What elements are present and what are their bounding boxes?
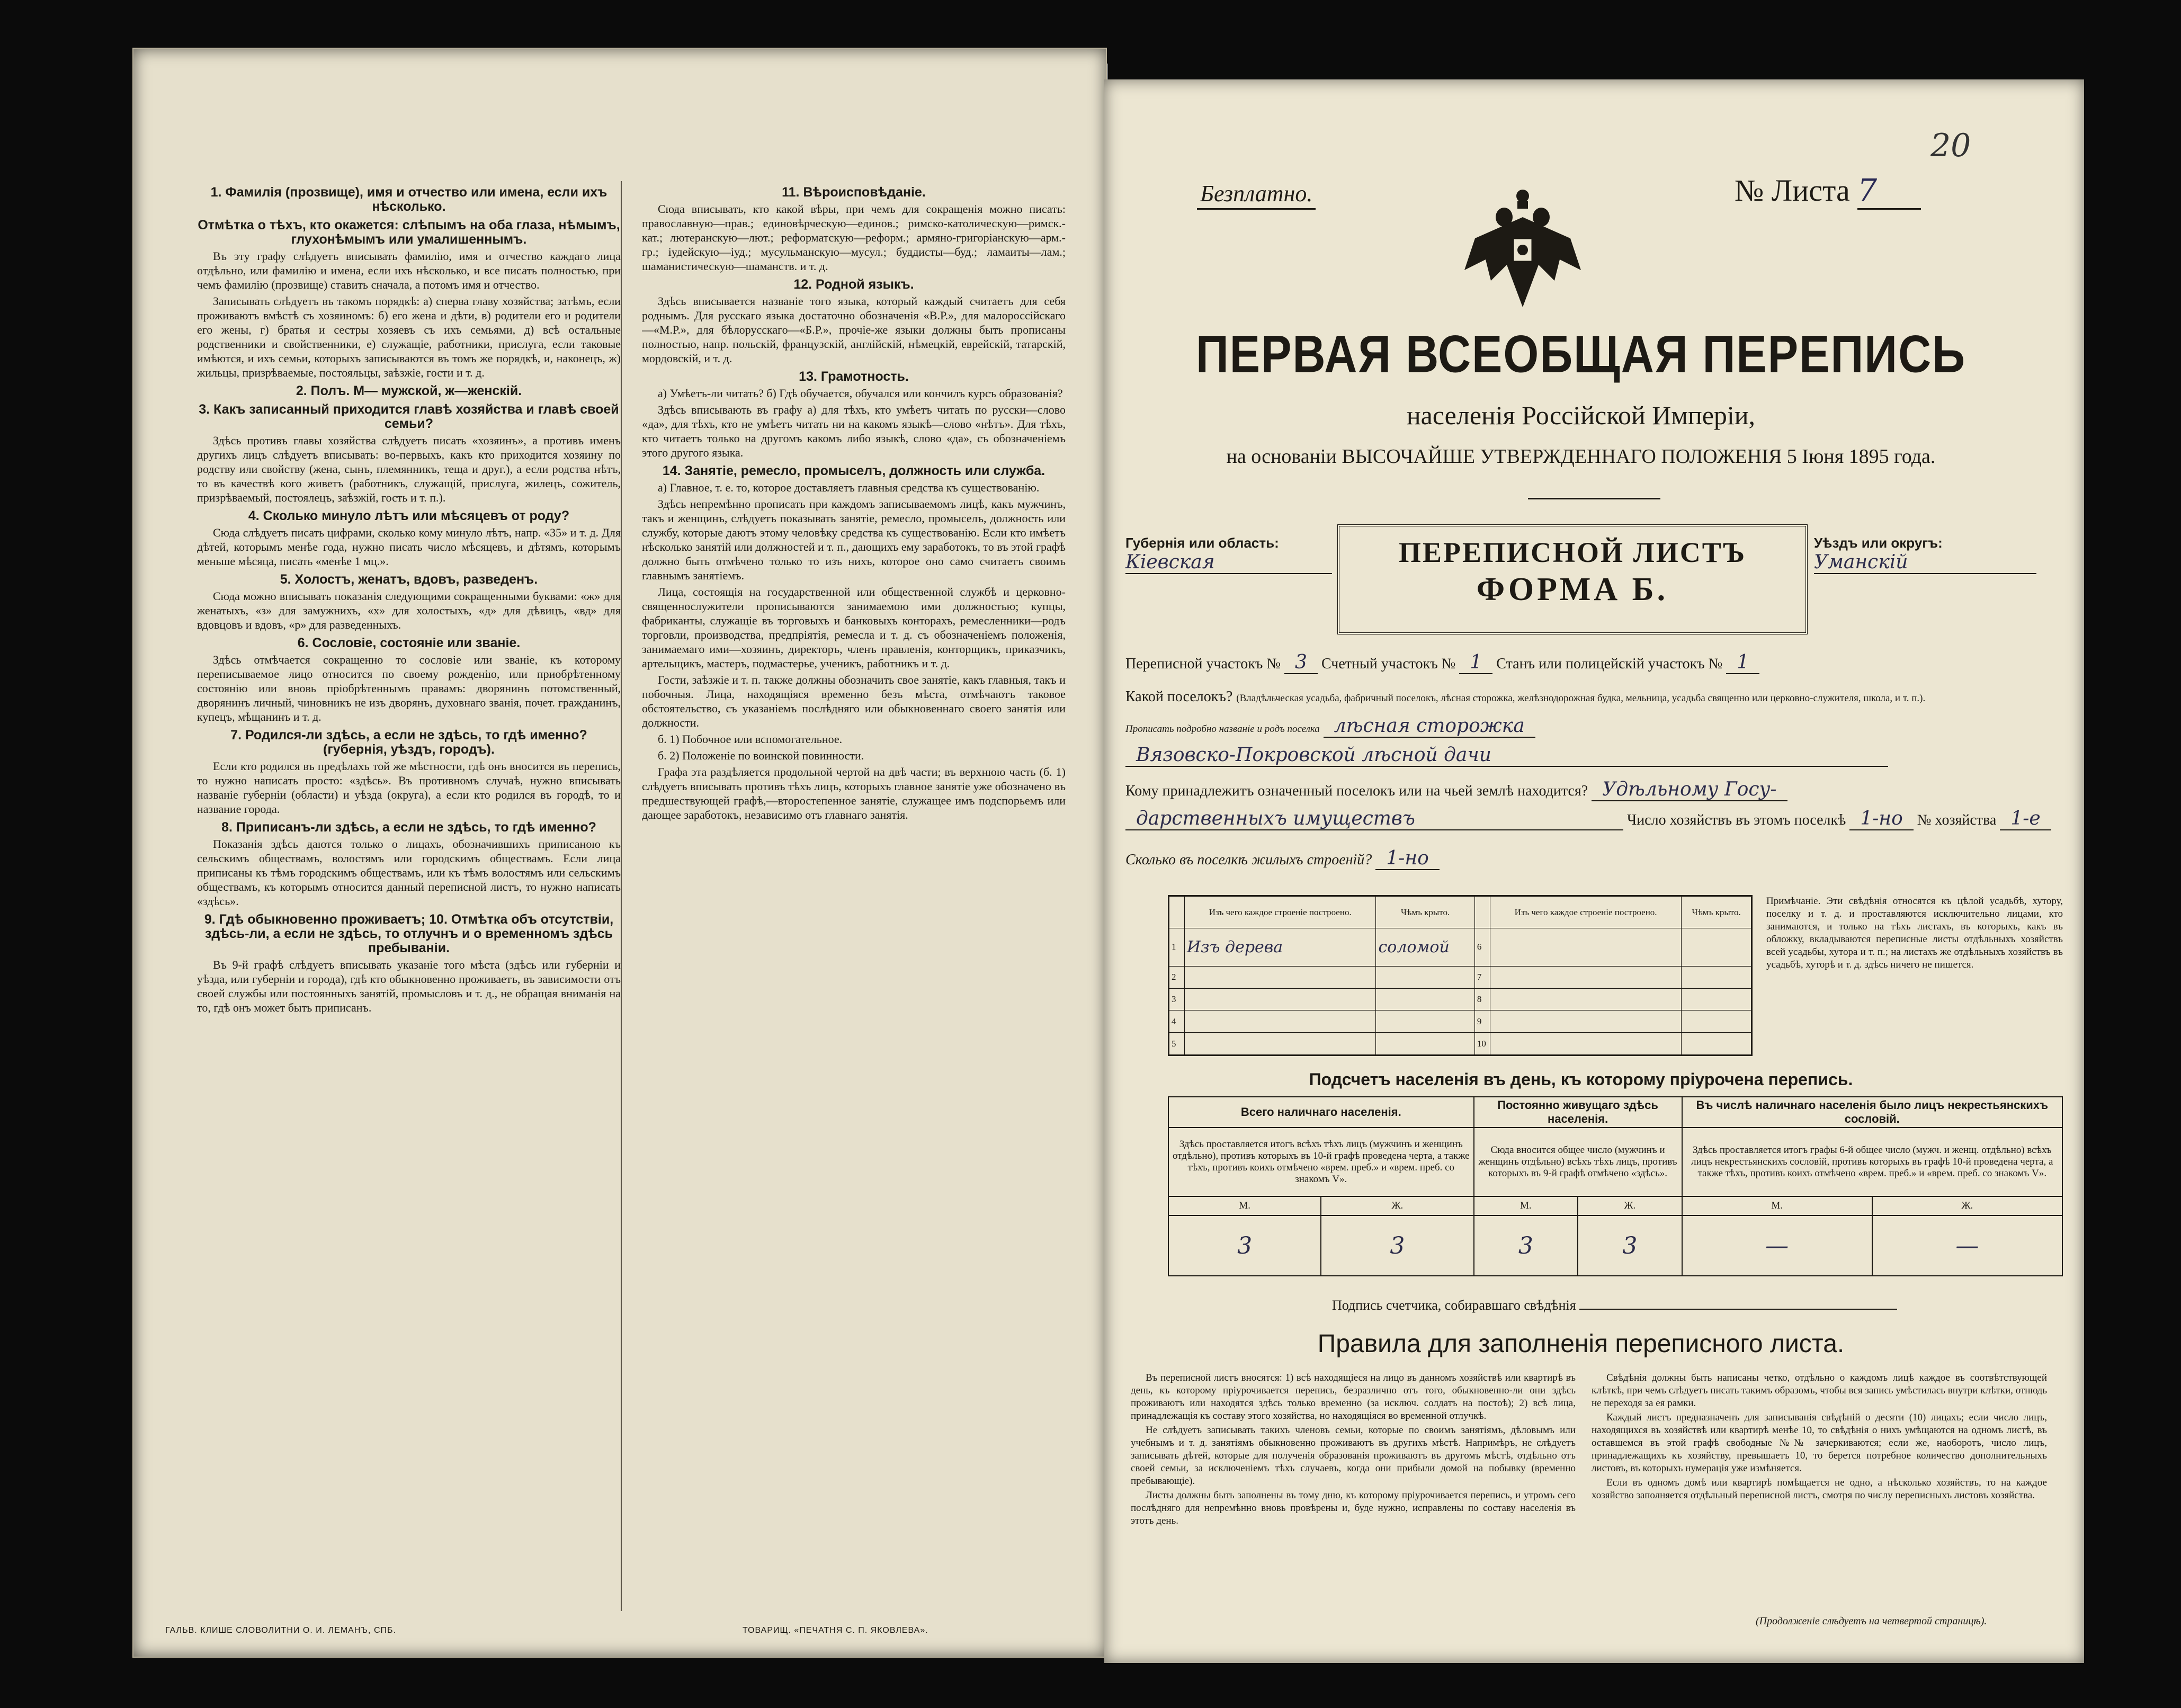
instruction-text: Въ эту графу слѣдуетъ вписывать фамилію, имя и отчество каждаго лица отдѣльно, или фамилію и имена, если ихъ нѣсколько, и все писать полностью, при чемъ фамилію (прозвище) ставить сначала, а потомъ имя и отчество. xyxy=(197,249,621,291)
building-1-roof: соломой xyxy=(1376,928,1474,967)
imprint-right: ТОВАРИЩ. «ПЕЧАТНЯ С. П. ЯКОВЛЕВА». xyxy=(743,1626,928,1635)
settlement-label: Какой поселокъ? xyxy=(1125,688,1233,705)
owner-label: Кому принадлежитъ означенный поселокъ или на чьей землѣ находится? xyxy=(1125,783,1588,799)
instruction-text: а) Умѣетъ-ли читать? б) Гдѣ обучается, обучался или кончилъ курсъ образованія? xyxy=(658,387,1063,400)
building-row-number: 10 xyxy=(1474,1033,1490,1055)
uezd-block xyxy=(1814,535,2036,574)
instruction-heading: 7. Родился-ли здѣсь, а если не здѣсь, то гдѣ именно? (губернія, уѣздъ, городъ). xyxy=(230,728,587,757)
household-no-label: № хозяйства xyxy=(1917,812,1997,828)
count-col-female: Ж. xyxy=(1872,1196,2062,1215)
settlement-value-1: лѣсная сторожка xyxy=(1324,715,1535,738)
count-header-present: Всего наличнаго населенія. xyxy=(1168,1097,1474,1128)
instruction-heading: 6. Сословіе, состояніе или званіе. xyxy=(297,636,521,650)
district-row xyxy=(1125,651,2063,674)
building-row-number: 2 xyxy=(1169,966,1185,988)
instruction-text: Здѣсь непремѣнно прописать при каждомъ записываемомъ лицѣ, какъ мужчинъ, такъ и женщинъ, слѣдуетъ показывать занятіе, ремесло, промыселъ, должность или службу, которые даютъ этому человѣку средства къ существованію. Если кто имѣетъ нѣсколько занятій или должностей и т. п., дающихъ ему заработокъ, то въ этой графѣ должно быть отмѣчено только то изъ нихъ, которое оно само считаетъ своимъ главнымъ занятіемъ. xyxy=(642,497,1066,582)
building-1-material: Изъ дерева xyxy=(1185,928,1376,967)
instruction-text: Сюда слѣдуетъ писать цифрами, сколько кому минуло лѣтъ, напр. «35» и т. д. Для дѣтей, которымъ менѣе года, нужно писать число мѣсяцевъ, и дѣтямъ, которымъ меньше мѣсяца, писать «менѣе 1 мц.». xyxy=(197,526,621,568)
buildings-col-roof-2: Чѣмъ крыто. xyxy=(1682,897,1751,928)
sheet-number xyxy=(1735,172,1921,210)
left-page xyxy=(132,48,1107,1658)
settlement-hint: (Владѣльческая усадьба, фабричный поселокъ, лѣсная сторожка, желѣзнодорожная будка, мельница, усадьба священно или церковно-служителя, школа, и т. п.). xyxy=(1236,693,1926,704)
rules-title: Правила для заполненія переписного листа. xyxy=(1317,1330,1845,1358)
instruction-heading: 4. Сколько минуло лѣтъ или мѣсяцевъ от роду? xyxy=(248,508,570,523)
present-male-value: 3 xyxy=(1168,1215,1321,1276)
rules-paragraph: Каждый листъ предназначенъ для записыванія свѣдѣній о десяти (10) лицахъ; если число лицъ, находящихся въ хозяйствѣ или квартирѣ менѣе 10, то свѣдѣнія о нихъ умѣщаются на одномъ листѣ, въ оставшемся въ этой графѣ свободные №№ зачеркиваются; если же, наоборотъ, число лицъ, принадлежащихъ къ хозяйству, превышаетъ 10, то берется потребное количество дополнительныхъ листовъ, въ которыхъ нумерація уже измѣняется. xyxy=(1592,1412,2047,1474)
stan-value: 1 xyxy=(1726,651,1759,674)
census-district-label: Переписной участокъ № xyxy=(1125,656,1281,672)
instruction-text: б. 1) Побочное или вспомогательное. xyxy=(658,732,843,746)
instruction-heading: 14. Занятіе, ремесло, промыселъ, должность или служба. xyxy=(662,463,1045,478)
signature-line xyxy=(1579,1309,1897,1310)
instruction-text: б. 2) Положеніе по воинской повинности. xyxy=(658,749,864,762)
instruction-heading: 13. Грамотность. xyxy=(799,369,909,384)
building-row-number: 7 xyxy=(1474,966,1490,988)
building-row-number: 4 xyxy=(1169,1011,1185,1033)
instruction-text: Въ 9-й графѣ слѣдуетъ вписывать указаніе того мѣста (здѣсь или губерніи и уѣзда, или губерніи и города), гдѣ кто обыкновенно проживаетъ, въ зависимости отъ своей службы или постоянныхъ занятій, промысловъ и т. д., не обращая вниманія на то, гдѣ онъ может быть приписанъ. xyxy=(197,958,621,1014)
count-col-female: Ж. xyxy=(1578,1196,1682,1215)
household-no-value: 1-е xyxy=(2000,808,2051,830)
form-header-box xyxy=(1337,524,1808,634)
instruction-text: Здѣсь отмѣчается сокращенно то сословіе или званіе, къ которому переписываемое лицо относится по своему рожденію, или приобрѣтенному состоянію или вновь пріобрѣтеннымъ правамъ: дворянинъ потомственный, дворянинъ личный, чиновникъ не изъ дворянъ, духовнаго званія, почет. гражданинъ, купецъ, мѣщанинъ и т. д. xyxy=(197,653,621,723)
page-corner-number: 20 xyxy=(1930,127,1971,164)
stan-label: Станъ или полицейскій участокъ № xyxy=(1496,656,1723,672)
gubernia-label: Губернія или область: xyxy=(1125,535,1279,551)
building-row-number: 6 xyxy=(1474,928,1490,967)
instruction-text: Записывать слѣдуетъ въ такомъ порядкѣ: а) сперва главу хозяйства; затѣмъ, если проживаютъ вмѣстѣ съ хозяиномъ: б) его жена и дѣти, в) родители его и родители его жены, г) братья и сестры хозяевъ съ ихъ семьями, д) всѣ остальные родственники и свойственники, е) служащіе, работники, прислуга, если таковые имѣются, и ихъ семьи, которыхъ записываются въ томъ же порядкѣ, и, наконецъ, ж) жильцы, призрѣваемые, постояльцы, заѣзжіе, гости и т. д. xyxy=(197,294,621,379)
settlement-value-row-2 xyxy=(1125,744,2063,767)
owner-row-2 xyxy=(1125,808,2063,830)
instruction-heading: 3. Какъ записанный приходится главѣ хозяйства и главѣ своей семьи? xyxy=(199,402,619,431)
non-peasant-male-value: — xyxy=(1682,1215,1872,1276)
rules-paragraph: Свѣдѣнія должны быть написаны четко, отдѣльно о каждомъ лицѣ каждое въ соотвѣтствующей клѣткѣ, при чемъ слѣдуетъ писать такимъ образомъ, чтобы вся запись умѣстилась внутри клѣтки, отнюдь не переходя за ея рамки. xyxy=(1592,1372,2047,1409)
permanent-female-value: 3 xyxy=(1578,1215,1682,1276)
building-row-number: 9 xyxy=(1474,1011,1490,1033)
count-desc-non-peasant: Здѣсь проставляется итогъ графы 6-й общее число (мужч. и женщ. отдѣльно) всѣхъ лицъ некрестьянскихъ сословій, противъ которыхъ въ графѣ 10-й проведена черта, а также тѣхъ, противъ коихъ отмѣчено «врем. преб.» и «врем. преб. со знакомъ V». xyxy=(1682,1128,2062,1196)
households-value: 1-но xyxy=(1849,808,1913,830)
sheet-number-label: № Листа xyxy=(1735,173,1850,208)
rules-paragraph: Листы должны быть заполнены въ тому дню, къ которому пріурочивается перепись, и утромъ сего послѣдняго для непремѣнно вновь провѣрены и, буде нужно, исправлены по составу населенія въ этотъ день. xyxy=(1131,1490,1576,1526)
count-col-male: М. xyxy=(1474,1196,1578,1215)
census-title: ПЕРВАЯ ВСЕОБЩАЯ ПЕРЕПИСЬ xyxy=(1195,325,1967,384)
count-col-female: Ж. xyxy=(1321,1196,1473,1215)
instruction-heading: 12. Родной языкъ. xyxy=(793,277,914,292)
buildings-col-material: Изъ чего каждое строеніе построено. xyxy=(1185,897,1376,928)
column-divider xyxy=(621,181,622,1611)
census-district-value: 3 xyxy=(1284,651,1318,674)
buildings-value: 1-но xyxy=(1375,847,1439,870)
instruction-heading: 9. Гдѣ обыкновенно проживаетъ; 10. Отмѣтка объ отсутствіи, здѣсь-ли, а если не здѣсь, то отлучнъ и о временномъ здѣсь пребываніи. xyxy=(204,912,614,955)
rules-paragraph: Въ переписной листъ вносятся: 1) всѣ находящіеся на лицо въ данномъ хозяйствѣ или квартирѣ въ день, къ которому пріурочивается перепись, безразлично отъ того, обыкновенно-ли они здѣсь проживаютъ или находятся здѣсь только временно (за исключ. солдатъ на постоѣ); 2) всѣ лица, принадлежащія къ составу этого хозяйства, но находящіяся во временной отлучкѣ. xyxy=(1131,1372,1576,1421)
buildings-note: Примѣчаніе. Эти свѣдѣнія относятся къ цѣлой усадьбѣ, хутору, поселку и т. д. и проставляются исключительно лицами, кто занимаются, и только на тѣхъ листахъ, въ которыхъ, какъ въ обложку, вкладываются переписные листы отдѣльныхъ хозяйствъ всей усадьбы, хутора и т. п.; на листахъ же отдѣльныхъ хозяйствъ въ усадьбѣ, хуторѣ и т. д. здѣсь ничего не пишется. xyxy=(1766,896,2063,970)
instruction-heading: 8. Приписанъ-ли здѣсь, а если не здѣсь, то гдѣ именно? xyxy=(221,820,596,835)
buildings-col-material-2: Изъ чего каждое строеніе построено. xyxy=(1490,897,1681,928)
count-desc-present: Здѣсь проставляется итогъ всѣхъ тѣхъ лицъ (мужчинъ и женщинъ отдѣльно), противъ которыхъ въ 10-й графѣ проведена черта, а также тѣхъ, противъ коихъ отмѣчено «врем. преб.» и «врем. преб. со знакомъ V». xyxy=(1168,1128,1474,1196)
count-district-value: 1 xyxy=(1459,651,1492,674)
rules-column-2 xyxy=(1592,1372,2047,1647)
count-col-male: М. xyxy=(1682,1196,1872,1215)
settlement-value-row xyxy=(1125,715,2063,738)
rules-paragraph: Если въ одномъ домѣ или квартирѣ помѣщается не одно, а нѣсколько хозяйствъ, то на каждое хозяйство заполняется отдѣльный переписной листъ, смотря по числу переписныхъ листовъ хозяйства. xyxy=(1592,1477,2047,1501)
owner-row xyxy=(1125,779,2063,801)
building-row-number: 5 xyxy=(1169,1033,1185,1055)
instruction-heading: 1. Фамилія (прозвище), имя и отчество или имена, если ихъ нѣсколько. xyxy=(210,185,607,214)
instruction-text: Сюда можно вписывать показанія следующими сокращенными буквами: «ж» для женатыхъ, «з» для замужнихъ, «х» для холостыхъ, «д» для дѣвицъ, «вд» для вдовцовъ и вдовъ, «р» для разведенныхъ. xyxy=(197,589,621,631)
left-instructions-column-1 xyxy=(197,181,621,1611)
building-row-number: 1 xyxy=(1169,928,1185,967)
enumerator-signature xyxy=(1332,1298,1897,1313)
double-headed-eagle-icon xyxy=(1454,180,1592,318)
households-label: Число хозяйствъ въ этомъ поселкѣ xyxy=(1627,812,1846,828)
instruction-heading: 5. Холостъ, женатъ, вдовъ, разведенъ. xyxy=(280,572,538,587)
gubernia-block xyxy=(1125,535,1332,574)
count-header-non-peasant: Въ числѣ наличнаго населенія было лицъ некрестьянскихъ сословій. xyxy=(1682,1097,2062,1128)
instruction-text: Показанія здѣсь даются только о лицахъ, обозначившихъ приписаною къ сельскимъ обществамъ, волостямъ или городскимъ обществамъ. Если лица приписаны къ тѣмъ городскимъ обществамъ, или къ тѣмъ волостямъ или сельскимъ обществамъ, къ которымъ относится данный переписной листъ, то нужно написать «здѣсь». xyxy=(197,837,621,908)
instruction-text: а) Главное, т. е. то, которое доставляетъ главныя средства къ существованію. xyxy=(658,481,1040,494)
population-count-title: Подсчетъ населенія въ день, къ которому пріурочена перепись. xyxy=(1309,1070,1853,1089)
instruction-text: Гости, заѣзжіе и т. п. также должны обозначить свое занятіе, какъ главныя, такъ и побочныя. Лица, находящіяся временно безъ мѣста, отмѣчаютъ таковое обстоятельство, съ указаніемъ послѣдняго или обыкновеннаго своего занятія или должности. xyxy=(642,673,1066,729)
buildings-col-roof: Чѣмъ крыто. xyxy=(1376,897,1474,928)
free-label: Безплатно. xyxy=(1197,180,1316,210)
buildings-row xyxy=(1125,847,2063,870)
owner-value-2: дарственныхъ имуществъ xyxy=(1125,808,1623,830)
gubernia-value: Кіевская xyxy=(1125,551,1332,574)
form-title: ПЕРЕПИСНОЙ ЛИСТЪ xyxy=(1398,536,1747,568)
sheet-number-value: 7 xyxy=(1857,172,1921,210)
form-subtitle: ФОРМА Б. xyxy=(1476,571,1669,607)
population-count-table xyxy=(1168,1096,2063,1276)
count-header-permanent: Постоянно живущаго здѣсь населенія. xyxy=(1474,1097,1682,1128)
instruction-heading: 11. Вѣроисповѣданіе. xyxy=(782,185,926,200)
census-legal-basis: на основаніи ВЫСОЧАЙШЕ УТВЕРЖДЕННАГО ПОЛОЖЕНІЯ 5 Іюня 1895 года. xyxy=(1226,445,1936,468)
instruction-text: Здѣсь вписывають въ графу а) для тѣхъ, кто умѣетъ читать по русски—слово «да», для тѣхъ, кто не умѣетъ читать ни на какомъ языкѣ—слово «нѣтъ». Для тѣхъ, кто читаетъ только на другомъ какомъ либо языкѣ, слово «да», съ обозначеніемъ этого другого языка. xyxy=(642,403,1066,459)
instruction-heading: 2. Полъ. М— мужской, ж—женскій. xyxy=(296,383,522,398)
continued-note: (Продолженіе слѣдуетъ на четвертой страницѣ). xyxy=(1756,1615,1987,1627)
buildings-table xyxy=(1168,895,1753,1056)
census-subtitle: населенія Россійской Имперіи, xyxy=(1406,400,1756,430)
rules-column-1 xyxy=(1131,1372,1576,1647)
count-col-male: М. xyxy=(1168,1196,1321,1215)
present-female-value: 3 xyxy=(1321,1215,1473,1276)
rules-paragraph: Не слѣдуетъ записывать такихъ членовъ семьи, которые по своимъ занятіямъ, дѣловымъ или учебнымъ и т. д. занятіямъ обыкновенно проживаютъ въ другихъ мѣстѣ. Напримѣръ, не слѣдуетъ записывать дѣтей, которые для полученія образованія проживаютъ въ другомъ мѣстѣ, отдѣльно отъ своей семьи, за исключеніемъ тѣхъ случаевъ, когда они прибыли домой на побывку (временно пребывающіе). xyxy=(1131,1425,1576,1487)
left-instructions-column-2 xyxy=(642,181,1066,1611)
instruction-heading: Отмѣтка о тѣхъ, кто окажется: слѣпымъ на оба глаза, нѣмымъ, глухонѣмымъ или умалишеннымъ. xyxy=(198,218,620,247)
count-district-label: Счетный участокъ № xyxy=(1321,656,1456,672)
buildings-label: Сколько въ поселкѣ жилыхъ строеній? xyxy=(1125,852,1372,868)
settlement-value-2: Вязовско-Покровской лѣсной дачи xyxy=(1125,744,1888,767)
owner-value-1: Удѣльному Госу- xyxy=(1592,779,1787,801)
count-desc-permanent: Сюда вносится общее число (мужчинъ и женщинъ отдѣльно) всѣхъ тѣхъ лицъ, противъ которыхъ въ 9-й графѣ отмѣчено «здѣсь». xyxy=(1474,1128,1682,1196)
instruction-text: Здѣсь противъ главы хозяйства слѣдуетъ писать «хозяинъ», а противъ именъ другихъ лицъ слѣдуетъ вписывать: во-первыхъ, какъ кто приходится хозяину по родству или свойству (жена, сынъ, племянникъ, теща и друг.), а если родства нѣтъ, то въ качествѣ кого живетъ (работникъ, служащій, прислуга, жилецъ, сожитель, призрѣваемый, постоялецъ, заѣзжій, гость и т. п.). xyxy=(197,434,621,504)
instruction-text: Лица, состоящія на государственной или общественной службѣ и церковно-священнослужители прописываются занимаемою ими должностью; купцы, фабриканты, служащіе въ торговыхъ и банковыхъ конторахъ, ремесленники—родъ торговли, производства, предпріятія, ремесла и т. д. съ обозначеніемъ положенія, занимаемаго ими—хозяинъ, директоръ, членъ правленія, конторщикъ, приказчикъ, артельщикъ, мастеръ, подмастерье, ученикъ, работникъ и т. д. xyxy=(642,585,1066,670)
right-page xyxy=(1104,79,2084,1663)
instruction-text: Если кто родился въ предѣлахъ той же мѣстности, гдѣ онъ вносится въ перепись, то нужно написать просто: «здѣсь». Въ противномъ случаѣ, нужно вписывать названіе губерніи (области) и уѣзда (округа), а если кто родился въ городѣ, то и название города. xyxy=(197,759,621,816)
uezd-value: Уманскій xyxy=(1814,551,2036,574)
signature-label: Подпись счетчика, собиравшаго свѣдѣнія xyxy=(1332,1298,1576,1313)
settlement-hint-2: Прописать подробно названіе и родъ поселка xyxy=(1125,723,1320,735)
instruction-text: Сюда вписывать, кто какой вѣры, при чемъ для сокращенія можно писать: православную—прав.; единовѣрческую—единов.; римско-католическую—римск.-кат.; лютеранскую—лют.; реформатскую—реформ.; армяно-григоріанскую—арм.-гр.; іудейскую—іуд.; мусульманскую—мусул.; буддисты—буд.; ламаиты—лам.; шаманистическую—шаманств. и т. д. xyxy=(642,202,1066,273)
building-row-number: 3 xyxy=(1169,988,1185,1011)
building-row-number: 8 xyxy=(1474,988,1490,1011)
non-peasant-female-value: — xyxy=(1872,1215,2062,1276)
settlement-row xyxy=(1125,688,2063,705)
instruction-text: Графа эта раздѣляется продольной чертой на двѣ части; въ верхнюю часть (б. 1) слѣдуетъ вписывать противъ тѣхъ лицъ, которыхъ главное занятіе уже обозначено въ предшествующей графѣ,—второстепенное занятіе, служащее имъ подспорьемъ или дающее заработокъ, независимо отъ главнаго занятія. xyxy=(642,765,1066,821)
imprint-left: ГАЛЬВ. КЛИШЕ СЛОВОЛИТНИ О. И. ЛЕМАНЪ, СПБ. xyxy=(165,1626,396,1635)
permanent-male-value: 3 xyxy=(1474,1215,1578,1276)
uezd-label: Уѣздъ или округъ: xyxy=(1814,535,1943,551)
title-rule xyxy=(1528,498,1660,499)
instruction-text: Здѣсь вписывается названіе того языка, который каждый считаетъ для себя роднымъ. Для русскаго языка достаточно обозначенія «В.Р.», для малороссійскаго—«М.Р.», для бѣлорусскаго—«Б.Р.», прочіе-же языки должны быть прописаны полностью, напр. польскій, французскій, англійскій, нѣмецкій, еврейскій, татарскій, мордовскій, и т. д. xyxy=(642,294,1066,365)
